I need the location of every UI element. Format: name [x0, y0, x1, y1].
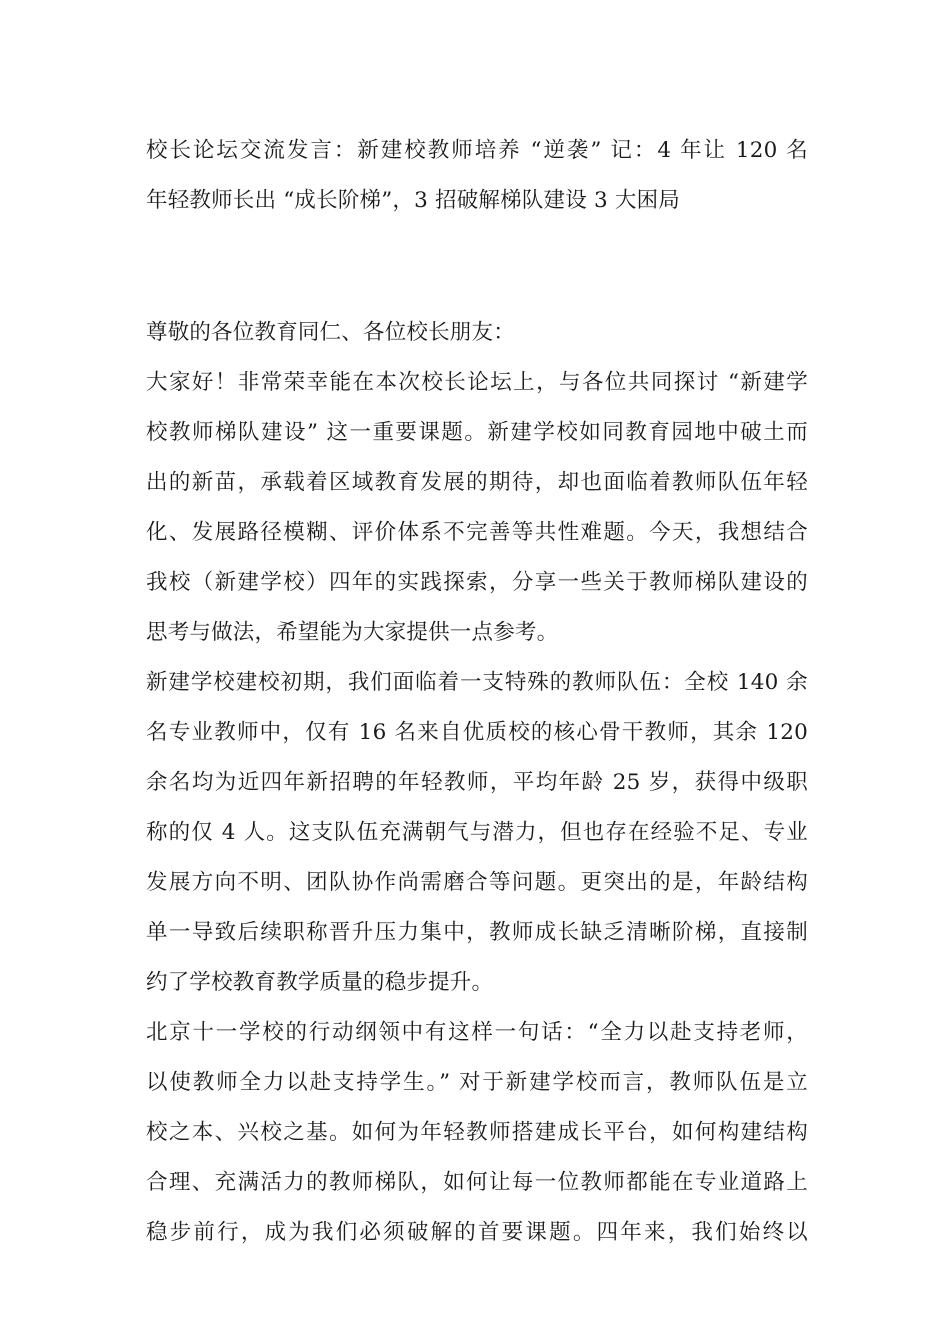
paragraph-line: 思考与做法，希望能为大家提供一点参考。	[146, 620, 559, 645]
paragraph-line: 单一导致后续职称晋升压力集中，教师成长缺乏清晰阶梯，直接制	[146, 920, 808, 945]
paragraph-line: 新建学校建校初期，我们面临着一支特殊的教师队伍：全校 140 余	[146, 670, 808, 695]
paragraph-2	[146, 658, 808, 1008]
paragraph-line: 余名均为近四年新招聘的年轻教师，平均年龄 25 岁，获得中级职	[146, 770, 808, 795]
title-line: 校长论坛交流发言：新建校教师培养 “逆袭” 记：4 年让 120 名	[146, 138, 808, 163]
paragraph-line: 大家好！非常荣幸能在本次校长论坛上，与各位共同探讨 “新建学	[146, 370, 808, 395]
salutation: 尊敬的各位教育同仁、各位校长朋友：	[146, 320, 515, 345]
title-spacer	[146, 226, 808, 308]
paragraph-line: 合理、充满活力的教师梯队，如何让每一位教师都能在专业道路上	[146, 1170, 808, 1195]
paragraph-line: 稳步前行，成为我们必须破解的首要课题。四年来，我们始终以	[146, 1220, 808, 1245]
paragraph-3	[146, 1008, 808, 1258]
paragraph-line: 校教师梯队建设” 这一重要课题。新建学校如同教育园地中破土而	[146, 420, 808, 445]
title-line: 年轻教师长出 “成长阶梯”，3 招破解梯队建设 3 大困局	[146, 188, 680, 213]
paragraph-1	[146, 358, 808, 658]
paragraph-line: 北京十一学校的行动纲领中有这样一句话：“全力以赴支持老师，	[146, 1020, 808, 1045]
paragraph-line: 出的新苗，承载着区域教育发展的期待，却也面临着教师队伍年轻	[146, 470, 808, 495]
paragraph-line: 称的仅 4 人。这支队伍充满朝气与潜力，但也存在经验不足、专业	[146, 820, 808, 845]
paragraph-line: 我校（新建学校）四年的实践探索，分享一些关于教师梯队建设的	[146, 570, 808, 595]
document-title	[146, 126, 808, 226]
document-page	[146, 126, 808, 1258]
paragraph-line: 约了学校教育教学质量的稳步提升。	[146, 970, 494, 995]
paragraph-line: 以使教师全力以赴支持学生。” 对于新建学校而言，教师队伍是立	[146, 1070, 808, 1095]
paragraph-line: 校之本、兴校之基。如何为年轻教师搭建成长平台，如何构建结构	[146, 1120, 808, 1145]
paragraph-line: 发展方向不明、团队协作尚需磨合等问题。更突出的是，年龄结构	[146, 870, 808, 895]
paragraph-line: 名专业教师中，仅有 16 名来自优质校的核心骨干教师，其余 120	[146, 720, 808, 745]
paragraph-line: 化、发展路径模糊、评价体系不完善等共性难题。今天，我想结合	[146, 520, 808, 545]
